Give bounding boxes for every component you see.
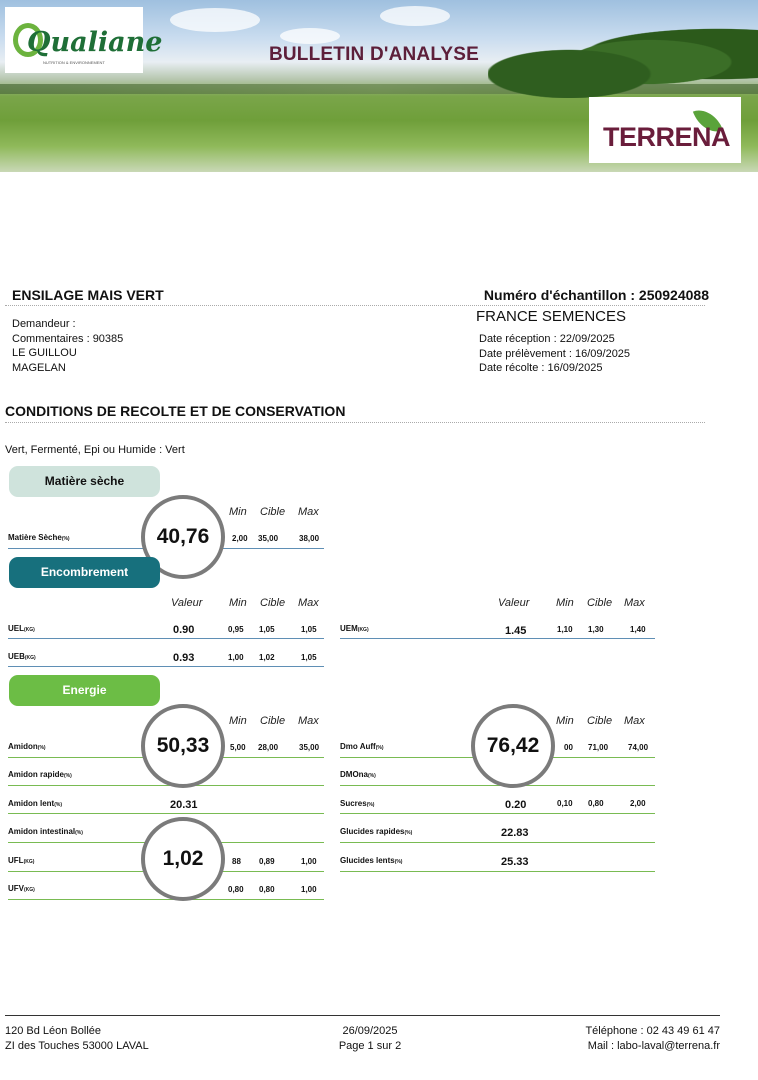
pill-matiere-seche: Matière sèche xyxy=(9,466,160,497)
cell-valeur: 1.45 xyxy=(505,625,527,637)
conditions-text: Vert, Fermenté, Epi ou Humide : Vert xyxy=(5,444,185,456)
col-valeur: Valeur xyxy=(498,597,530,609)
page-title: BULLETIN D'ANALYSE xyxy=(268,44,480,65)
cell-valeur: 0.93 xyxy=(173,652,195,664)
cell-cible: 0,80 xyxy=(259,885,275,894)
row-label: Amidon intestinal(%) xyxy=(8,827,83,836)
cell-min: 00 xyxy=(564,743,573,752)
col-min: Min xyxy=(556,715,574,727)
cell-max: 1,40 xyxy=(630,625,646,634)
row-line xyxy=(340,842,655,843)
highlight-circle: 1,02 xyxy=(141,817,225,901)
cell-max: 35,00 xyxy=(299,743,320,752)
cell-max: 74,00 xyxy=(628,743,649,752)
highlight-circle: 40,76 xyxy=(141,495,225,579)
col-max: Max xyxy=(298,597,319,609)
cell-cible: 35,00 xyxy=(258,534,279,543)
cell-max: 1,00 xyxy=(301,885,317,894)
dates-block: Date réception : 22/09/2025 Date prélèvement : 16/09/2025 Date récolte : 16/09/2025 xyxy=(479,333,631,374)
cell-min: 0,80 xyxy=(228,885,244,894)
sample-number: Numéro d'échantillon : 250924088 xyxy=(483,287,709,303)
cell-valeur: 25.33 xyxy=(501,856,529,868)
col-max: Max xyxy=(298,506,319,518)
circle-overlap xyxy=(141,495,225,579)
cell-min: 5,00 xyxy=(230,743,246,752)
cell-valeur: 0.90 xyxy=(173,624,195,636)
col-max: Max xyxy=(298,715,319,727)
cell-min: 1,10 xyxy=(557,625,573,634)
row-line xyxy=(8,785,324,786)
requester-block: Demandeur : Commentaires : 90385 LE GUILLOU MAGELAN xyxy=(12,318,124,374)
cell-min: 0,95 xyxy=(228,625,244,634)
col-cible: Cible xyxy=(260,597,286,609)
row-label: Matière Sèche(%) xyxy=(8,533,70,542)
col-min: Min xyxy=(229,597,247,609)
row-label: UFL(KG) xyxy=(8,856,35,865)
client-name: FRANCE SEMENCES xyxy=(476,308,627,325)
cell-min: 88 xyxy=(232,857,241,866)
row-line xyxy=(8,666,324,667)
cell-max: 1,05 xyxy=(301,625,317,634)
cell-cible: 28,00 xyxy=(258,743,279,752)
row-line xyxy=(340,638,655,639)
highlight-circle: 76,42 xyxy=(471,704,555,788)
cell-max: 2,00 xyxy=(630,799,646,808)
row-label: Sucres(%) xyxy=(340,799,375,808)
row-label: UEB(KG) xyxy=(8,652,36,661)
row-label: Amidon lent(%) xyxy=(8,799,62,808)
row-label: UEL(KG) xyxy=(8,624,35,633)
footer-address: 120 Bd Léon Bollée ZI des Touches 53000 LAVAL xyxy=(5,1025,149,1052)
cell-cible: 1,30 xyxy=(588,625,604,634)
divider xyxy=(5,422,705,423)
cell-valeur: 22.83 xyxy=(501,827,529,839)
col-cible: Cible xyxy=(587,715,613,727)
row-line xyxy=(8,899,324,900)
row-label: UFV(KG) xyxy=(8,884,35,893)
cell-cible: 0,89 xyxy=(259,857,275,866)
cell-valeur: 20.31 xyxy=(170,799,198,811)
footer-rule xyxy=(5,1015,720,1016)
pill-encombrement: Encombrement xyxy=(9,557,160,588)
cell-min: 2,00 xyxy=(232,534,248,543)
col-cible: Cible xyxy=(587,597,613,609)
row-label: Amidon rapide(%) xyxy=(8,770,72,779)
row-label: Glucides rapides(%) xyxy=(340,827,413,836)
terrena-logo: TERRENA xyxy=(589,97,741,163)
row-label: DMOna(%) xyxy=(340,770,376,779)
cell-max: 1,05 xyxy=(301,653,317,662)
row-label: Glucides lents(%) xyxy=(340,856,403,865)
cell-cible: 71,00 xyxy=(588,743,609,752)
col-valeur: Valeur xyxy=(171,597,203,609)
pill-energie: Energie xyxy=(9,675,160,706)
cell-cible: 1,02 xyxy=(259,653,275,662)
divider xyxy=(5,305,705,306)
cell-min: 1,00 xyxy=(228,653,244,662)
row-label: Amidon(%) xyxy=(8,742,46,751)
row-line xyxy=(8,813,324,814)
footer-center: 26/09/2025 Page 1 sur 2 xyxy=(338,1025,402,1052)
row-line xyxy=(8,638,324,639)
cell-cible: 1,05 xyxy=(259,625,275,634)
row-label: Dmo Auff(%) xyxy=(340,742,384,751)
row-line xyxy=(340,813,655,814)
section-title: CONDITIONS DE RECOLTE ET DE CONSERVATION xyxy=(5,403,346,419)
footer-contact: Téléphone : 02 43 49 61 47 Mail : labo-laval@terrena.fr xyxy=(585,1025,720,1052)
col-max: Max xyxy=(624,597,645,609)
row-label: UEM(KG) xyxy=(340,624,369,633)
cell-valeur: 0.20 xyxy=(505,799,527,811)
col-min: Min xyxy=(229,715,247,727)
qualiane-logo: Qualiane NUTRITION & ENVIRONNEMENT xyxy=(5,7,143,73)
col-min: Min xyxy=(556,597,574,609)
col-max: Max xyxy=(624,715,645,727)
col-cible: Cible xyxy=(260,506,286,518)
cell-cible: 0,80 xyxy=(588,799,604,808)
col-min: Min xyxy=(229,506,247,518)
cell-min: 0,10 xyxy=(557,799,573,808)
product-name: ENSILAGE MAIS VERT xyxy=(12,287,164,303)
cell-max: 38,00 xyxy=(299,534,320,543)
row-line xyxy=(340,871,655,872)
cell-max: 1,00 xyxy=(301,857,317,866)
col-cible: Cible xyxy=(260,715,286,727)
highlight-circle: 50,33 xyxy=(141,704,225,788)
